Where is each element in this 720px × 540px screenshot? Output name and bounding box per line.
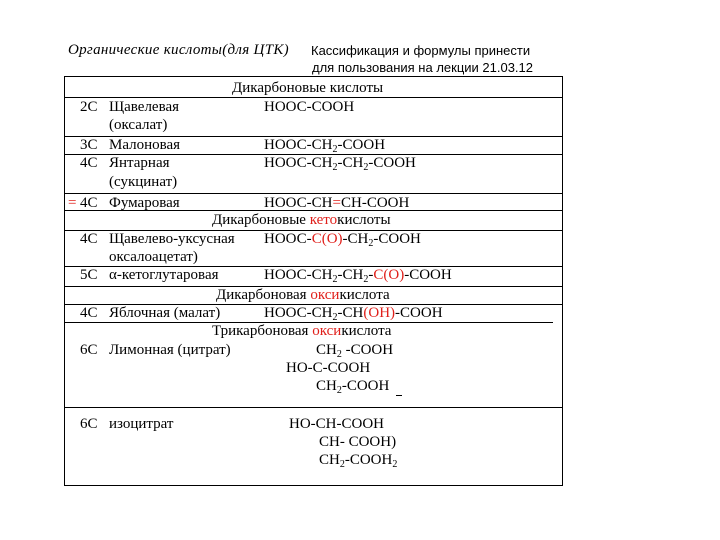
formula: НООС-$СН_2-СН(ОН)$-СООН <box>264 305 443 323</box>
carbon-count: 4С <box>80 231 98 247</box>
acid-name-alt: оксалоацетат) <box>109 249 198 265</box>
carbon-count: 6С <box>80 342 98 358</box>
acid-name: Щавелевая <box>109 99 180 115</box>
table-top-border <box>64 76 563 77</box>
underscore-mark <box>396 395 402 396</box>
acid-name: Лимонная (цитрат) <box>109 342 231 358</box>
section-heading-tricarboxylic: Трикарбоновая оксикислота <box>212 323 392 339</box>
table-left-border <box>64 76 65 486</box>
row-divider <box>64 193 563 194</box>
carbon-count: 3С <box>80 137 98 153</box>
carbon-count: 4С <box>80 155 98 171</box>
acid-name: Яблочная (малат) <box>109 305 221 321</box>
formula-line: НО-СН-СООН <box>289 416 384 432</box>
acid-name: Янтарная <box>109 155 170 171</box>
acid-name: изоцитрат <box>109 416 174 432</box>
section-heading-keto: Дикарбоновые кетокислоты <box>212 212 391 228</box>
acid-name-alt: (сукцинат) <box>109 174 178 190</box>
carbon-count: 5С <box>80 267 98 283</box>
carbon-count: 4С <box>80 305 98 321</box>
row-divider <box>64 97 563 98</box>
formula-line: $СН_2-СООН_2$ <box>319 452 398 470</box>
acid-name: Щавелево-уксусная <box>109 231 235 247</box>
table-right-border <box>562 76 563 486</box>
section-heading-oxy: Дикарбоновая оксикислота <box>216 287 390 303</box>
formula: НООС-СН=СН-СООН <box>264 195 410 211</box>
double-bond-marker: = <box>68 195 77 211</box>
row-divider <box>64 407 563 408</box>
formula: НООС-$СН_2-СН_2$-СООН <box>264 155 416 173</box>
acid-name: Фумаровая <box>109 195 180 211</box>
slide-subtitle-line1: Кассификация и формулы принести <box>311 43 531 58</box>
formula: НООС-$С(О)-СН_2$-СООН <box>264 231 421 249</box>
formula: НООС-$СН_2-СН_2-С(О)$-СООН <box>264 267 452 285</box>
table-bottom-border <box>64 485 563 486</box>
formula: НООС-СООН <box>264 99 355 115</box>
formula-line: СН- СООН) <box>319 434 397 450</box>
acid-name: Малоновая <box>109 137 181 153</box>
acid-name: α-кетоглутаровая <box>109 267 219 283</box>
acid-name-alt: (оксалат) <box>109 117 168 133</box>
slide-subtitle-line2: для пользования на лекции 21.03.12 <box>312 60 533 75</box>
slide-title-italic: Органические кислоты(для ЦТК) <box>68 42 289 58</box>
formula-line: $СН_2$ -СООН <box>316 342 394 360</box>
formula-line: $СН_2$-СООН <box>316 378 390 396</box>
carbon-count: 2С <box>80 99 98 115</box>
carbon-count: 4С <box>80 195 98 211</box>
formula: НООС-$СН_2$-СООН <box>264 137 386 155</box>
carbon-count: 6С <box>80 416 98 432</box>
formula-line: НО-С-СООН <box>286 360 371 376</box>
section-heading-dicarboxylic: Дикарбоновые кислоты <box>232 80 384 96</box>
